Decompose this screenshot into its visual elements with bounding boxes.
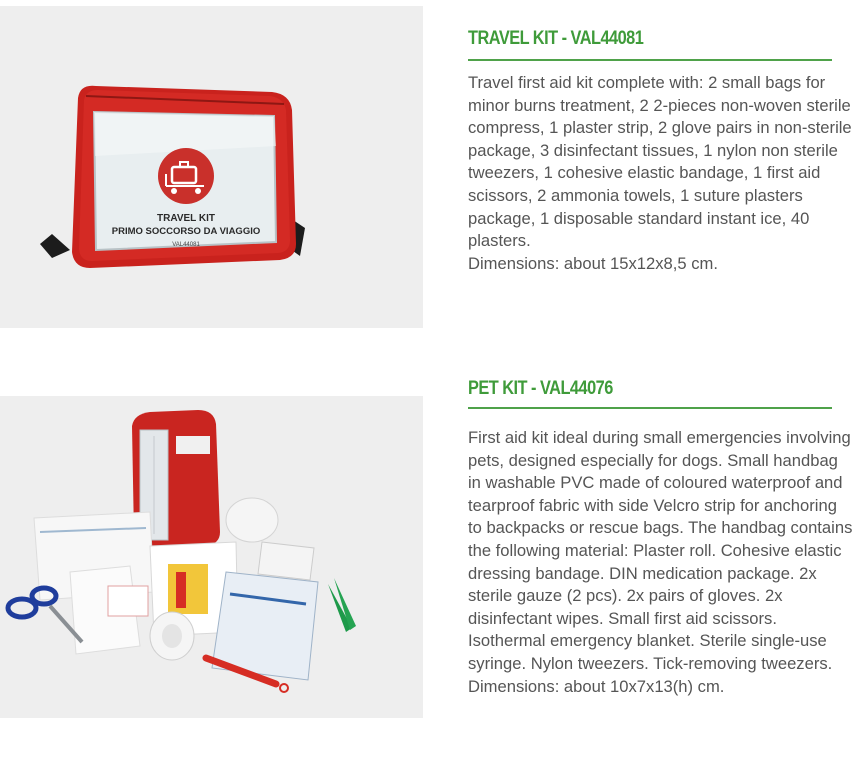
description-text: First aid kit ideal during small emergencies involving pets, designed especially for dogs. Small handbag in washable PVC made of coloured waterproof and tearproof fabric with side Velcro strip for anchoring to backpacks or rescue bags. The handbag contains the following material: Plaster roll. Cohesive elastic dressing bandage. DIN medication package. 2x sterile gauze (2 pcs). 2x pairs of gloves. 2x disinfectant wipes. Small first aid scissors. Isothermal emergency blanket. Sterile single-use syringe. Nylon tweezers. Tick-removing tweezers. Dimensions: about 10x7x13(h) cm.: [468, 428, 853, 696]
dimensions-text: Dimensions: about 15x12x8,5 cm.: [468, 253, 718, 273]
product-title: PET KIT - VAL44076: [468, 378, 613, 399]
title-divider: [468, 59, 832, 61]
travel-kit-photo: [0, 6, 423, 328]
bag-label-line1: TRAVEL KIT: [157, 213, 215, 224]
product-description: [468, 72, 854, 275]
title-divider: [468, 407, 832, 409]
description-text: Travel first aid kit complete with: 2 small bags for minor burns treatment, 2 2-pieces non-woven sterile compress, 1 plaster strip, 2 glove pairs in non-sterile package, 3 disinfectant tissues, 1 nylon non sterile tweezers, 1 cohesive elastic bandage, 1 first aid scissors, 2 ammonia towels, 1 suture plasters package, 1 disposable standard instant ice, 40 plasters.: [468, 73, 852, 251]
product-pet-kit: [0, 378, 865, 718]
bag-code: VAL44081: [172, 242, 200, 248]
product-description: [468, 427, 854, 698]
pet-kit-photo: [0, 396, 423, 718]
product-title: TRAVEL KIT - VAL44081: [468, 28, 644, 49]
bag-label-line2: PRIMO SOCCORSO DA VIAGGIO: [111, 226, 261, 237]
product-travel-kit: [0, 6, 865, 328]
